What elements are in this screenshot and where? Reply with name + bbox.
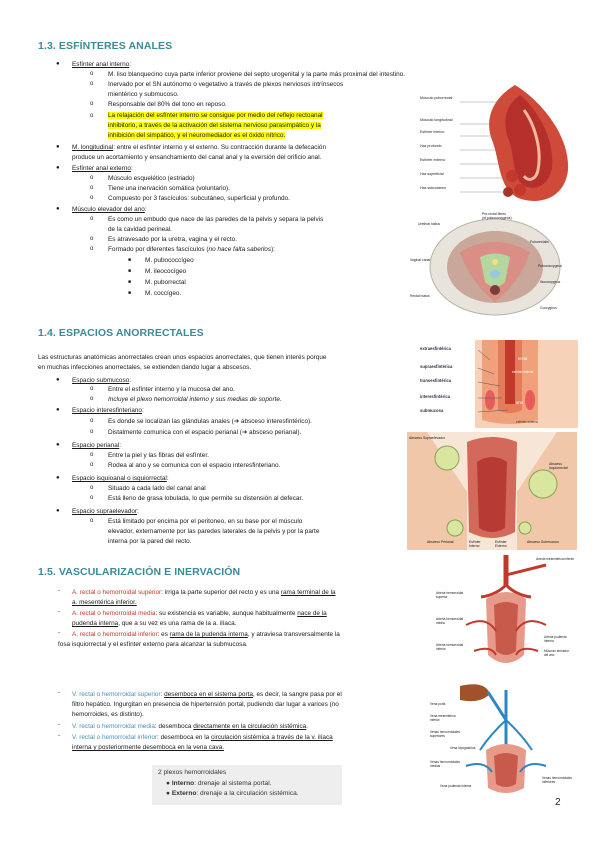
arteria-superior: A. rectal o hemorroidal superior: irriga la parte superior del recto y es una rama terminal de la bbox=[72, 589, 336, 596]
highlighted-text: inhibitorio, a través de la activación del sistema nervioso parasimpático y la bbox=[108, 122, 321, 129]
list-item: Es donde se localizan las glándulas anales (➔ absceso interesfintérico). bbox=[108, 418, 312, 425]
arteria-media-cont: pudenda interna, que a su vez es una rama de la a. ilíaca. bbox=[72, 620, 237, 627]
vena-inferior-cont: interna y posteriormente desemboca en la vena cava. bbox=[72, 744, 225, 751]
highlighted-text: La relajación del esfínter interno se consigue por medio del reflejo rectoanal bbox=[108, 112, 323, 119]
list-item-cont: elevador, externamente por las paredes laterales de la pelvis y por la parte bbox=[108, 528, 320, 535]
list-item: Entre el esfínter interno y la mucosa del ano. bbox=[108, 386, 235, 393]
list-item-cont: de la cavidad perineal. bbox=[108, 226, 172, 233]
sphincter-anatomy-figure: Músculo puborrectal Músculo longitudinal Esfínter interno Haz profundo Esfínter externo Haz superficial Haz subcutáneo bbox=[420, 80, 580, 210]
arteria-inferior-cont: fosa isquiorrectal y el esfínter externo para alcanzar la submucosa. bbox=[58, 641, 248, 648]
list-item: Entre la piel y las fibras del esfínter. bbox=[108, 452, 209, 459]
paragraph: Las estructuras anatómicas anorrectales crean unos espacios anorrectales, que tienen interés porque bbox=[38, 354, 327, 361]
esfinter-externo-heading: Esfínter anal externo: bbox=[72, 165, 133, 172]
arteria-inferior: A. rectal o hemorroidal inferior: es rama de la pudenda interna, y atraviesa transversalmente la bbox=[72, 631, 340, 638]
list-item: Compuesto por 3 fascículos: subcutáneo, superficial y profundo. bbox=[108, 195, 290, 202]
interesf-heading: Espacio interesfinteriano: bbox=[72, 407, 144, 414]
longitudinal-cont: produce un acortamiento y ensanchamiento del canal anal y la eversión del orificio anal. bbox=[72, 154, 322, 161]
plexos-title: 2 plexos hemorroidales bbox=[158, 769, 227, 776]
arteria-media: A. rectal o hemorroidal media: su existencia es variable, aunque habitualmente nace de la bbox=[72, 610, 327, 617]
elevador-heading: Músculo elevador del ano: bbox=[72, 206, 147, 213]
list-item: Formado por diferentes fascículos (no hace falta saberlos): bbox=[108, 246, 275, 253]
anorectal-spaces-figure: extraesfintérica supraesfintérica transesfintérica interesfintérica submucosa recto esfínter interno ano esfínter externo bbox=[420, 340, 578, 428]
perianal-heading: Espacio perianal: bbox=[72, 442, 122, 449]
highlighted-text: inhibición del simpático, y el neuromediador es el óxido nítrico. bbox=[108, 132, 286, 139]
sub-list-item: M. coccígeo. bbox=[145, 290, 182, 297]
list-item: Músculo esquelético (estriado) bbox=[108, 175, 195, 182]
list-item: Incluye el plexo hemorroidal interno y sus medias de soporte. bbox=[108, 396, 282, 403]
abscess-figure: Absceso Supraelevador Absceso Isquiorrectal Absceso Perianal Esfínter Interno Esfínter Externo Absceso Submucoso bbox=[407, 432, 577, 550]
plexo-externo: ● Externo: drenaje a la circulación sistémica. bbox=[166, 790, 299, 797]
list-item: M. liso blanquecino cuya parte inferior proviene del septo urogenital y la parte más proximal del intestino. bbox=[108, 71, 405, 78]
plexos-note-box bbox=[152, 765, 342, 805]
vena-superior: V. rectal o hemorroidal superior: desemboca en el sistema porta, es decir, la sangre pasa por el bbox=[72, 691, 342, 698]
arteries-figure: Arteria mesentérica inferior Arteria hemorroidal superior Arteria hemorroidal media Arteria pudenda interna Músculo elevador del ano Arteria hemorroidal inferior bbox=[436, 555, 576, 675]
vena-media: V. rectal o hemorroidal media: desemboca directamente en la circulación sistémica. bbox=[72, 723, 308, 730]
list-item-cont: interna por la pared del recto. bbox=[108, 538, 192, 545]
list-item: Está lleno de grasa lobulada, lo que permite su distensión al defecar. bbox=[108, 495, 304, 502]
list-item: Rodea al ano y se comunica con el espacio interesfinteriano. bbox=[108, 462, 281, 469]
page-number: 2 bbox=[555, 797, 561, 808]
longitudinal-item: M. longitudinal: entre el esfínter interno y el externo. Su contracción durante la defecación bbox=[72, 144, 327, 151]
esfinter-interno-heading: Esfínter anal interno: bbox=[72, 61, 131, 68]
arteria-superior-cont: a. mesentérica inferior. bbox=[72, 599, 137, 606]
veins-figure: Vena porta Vena mesentérica inferior Venas hemorroidales superiores Vena hipogástrica Venas hemorroidales medias Venas hemorroidales inferiores Vena pudenda interna bbox=[430, 680, 578, 800]
plexo-interno: ● Interno: drenaje al sistema portal. bbox=[166, 780, 272, 787]
sub-list-item: M. ileococígeo bbox=[145, 268, 187, 275]
section-title-vascularizacion: 1.5. VASCULARIZACIÓN E INERVACIÓN bbox=[38, 566, 241, 578]
list-item: Es como un embudo que nace de las paredes de la pelvis y separa la pelvis bbox=[108, 216, 324, 223]
isquio-heading: Espacio isquioanal o isquiorrectal: bbox=[72, 475, 169, 482]
paragraph-cont: en muchas infecciones anorrectales, se extienden dando lugar a abscesos. bbox=[38, 364, 252, 371]
sub-list-item: M. puborrectal bbox=[145, 279, 186, 286]
list-item: Situado a cada lado del canal anal bbox=[108, 485, 206, 492]
list-item: Distalmente comunica con el espacio perianal (➔ absceso perianal). bbox=[108, 429, 302, 436]
vena-inferior: V. rectal o hemorroidal inferior: desemboca en la circulación sistémica a través de la v. ilíaca bbox=[72, 734, 333, 741]
sub-list-item: M. pubococcígeo bbox=[145, 257, 194, 264]
list-item: Inervado por el SN autónomo o vegetativo a través de plexos nerviosos intrínsecos bbox=[108, 81, 344, 88]
bullet: ● bbox=[56, 61, 60, 67]
list-item: Está limitado por encima por el peritoneo, en su base por el músculo bbox=[108, 518, 303, 525]
section-title-espacios: 1.4. ESPACIOS ANORRECTALES bbox=[38, 327, 204, 339]
submucoso-heading: Espacio submucoso: bbox=[72, 377, 131, 384]
list-item: Es atravesado por la uretra, vagina y el recto. bbox=[108, 236, 237, 243]
vena-superior-cont: hemorroides, es distinto). bbox=[72, 711, 144, 718]
list-item-cont: mientérico y submucoso. bbox=[108, 91, 179, 98]
vena-superior-cont: filtro hepático. Ingurgitan en presencia de hipertensión portal, pudiendo dar lugar a varices (no bbox=[72, 701, 339, 708]
list-item: Responsable del 80% del tono en reposo. bbox=[108, 101, 227, 108]
pelvic-floor-figure: Pre-rectal fibres (of pubococcygeus) Urethral hiatus Puborectalis Vaginal canal Pubococcygeus Iliococcygeus Rectal hiatus Coccygeus bbox=[410, 212, 580, 322]
supra-heading: Espacio supraelevador: bbox=[72, 508, 139, 515]
list-item: Tiene una inervación somática (voluntario). bbox=[108, 185, 230, 192]
section-title-esfinteres: 1.3. ESFÍNTERES ANALES bbox=[38, 40, 173, 52]
